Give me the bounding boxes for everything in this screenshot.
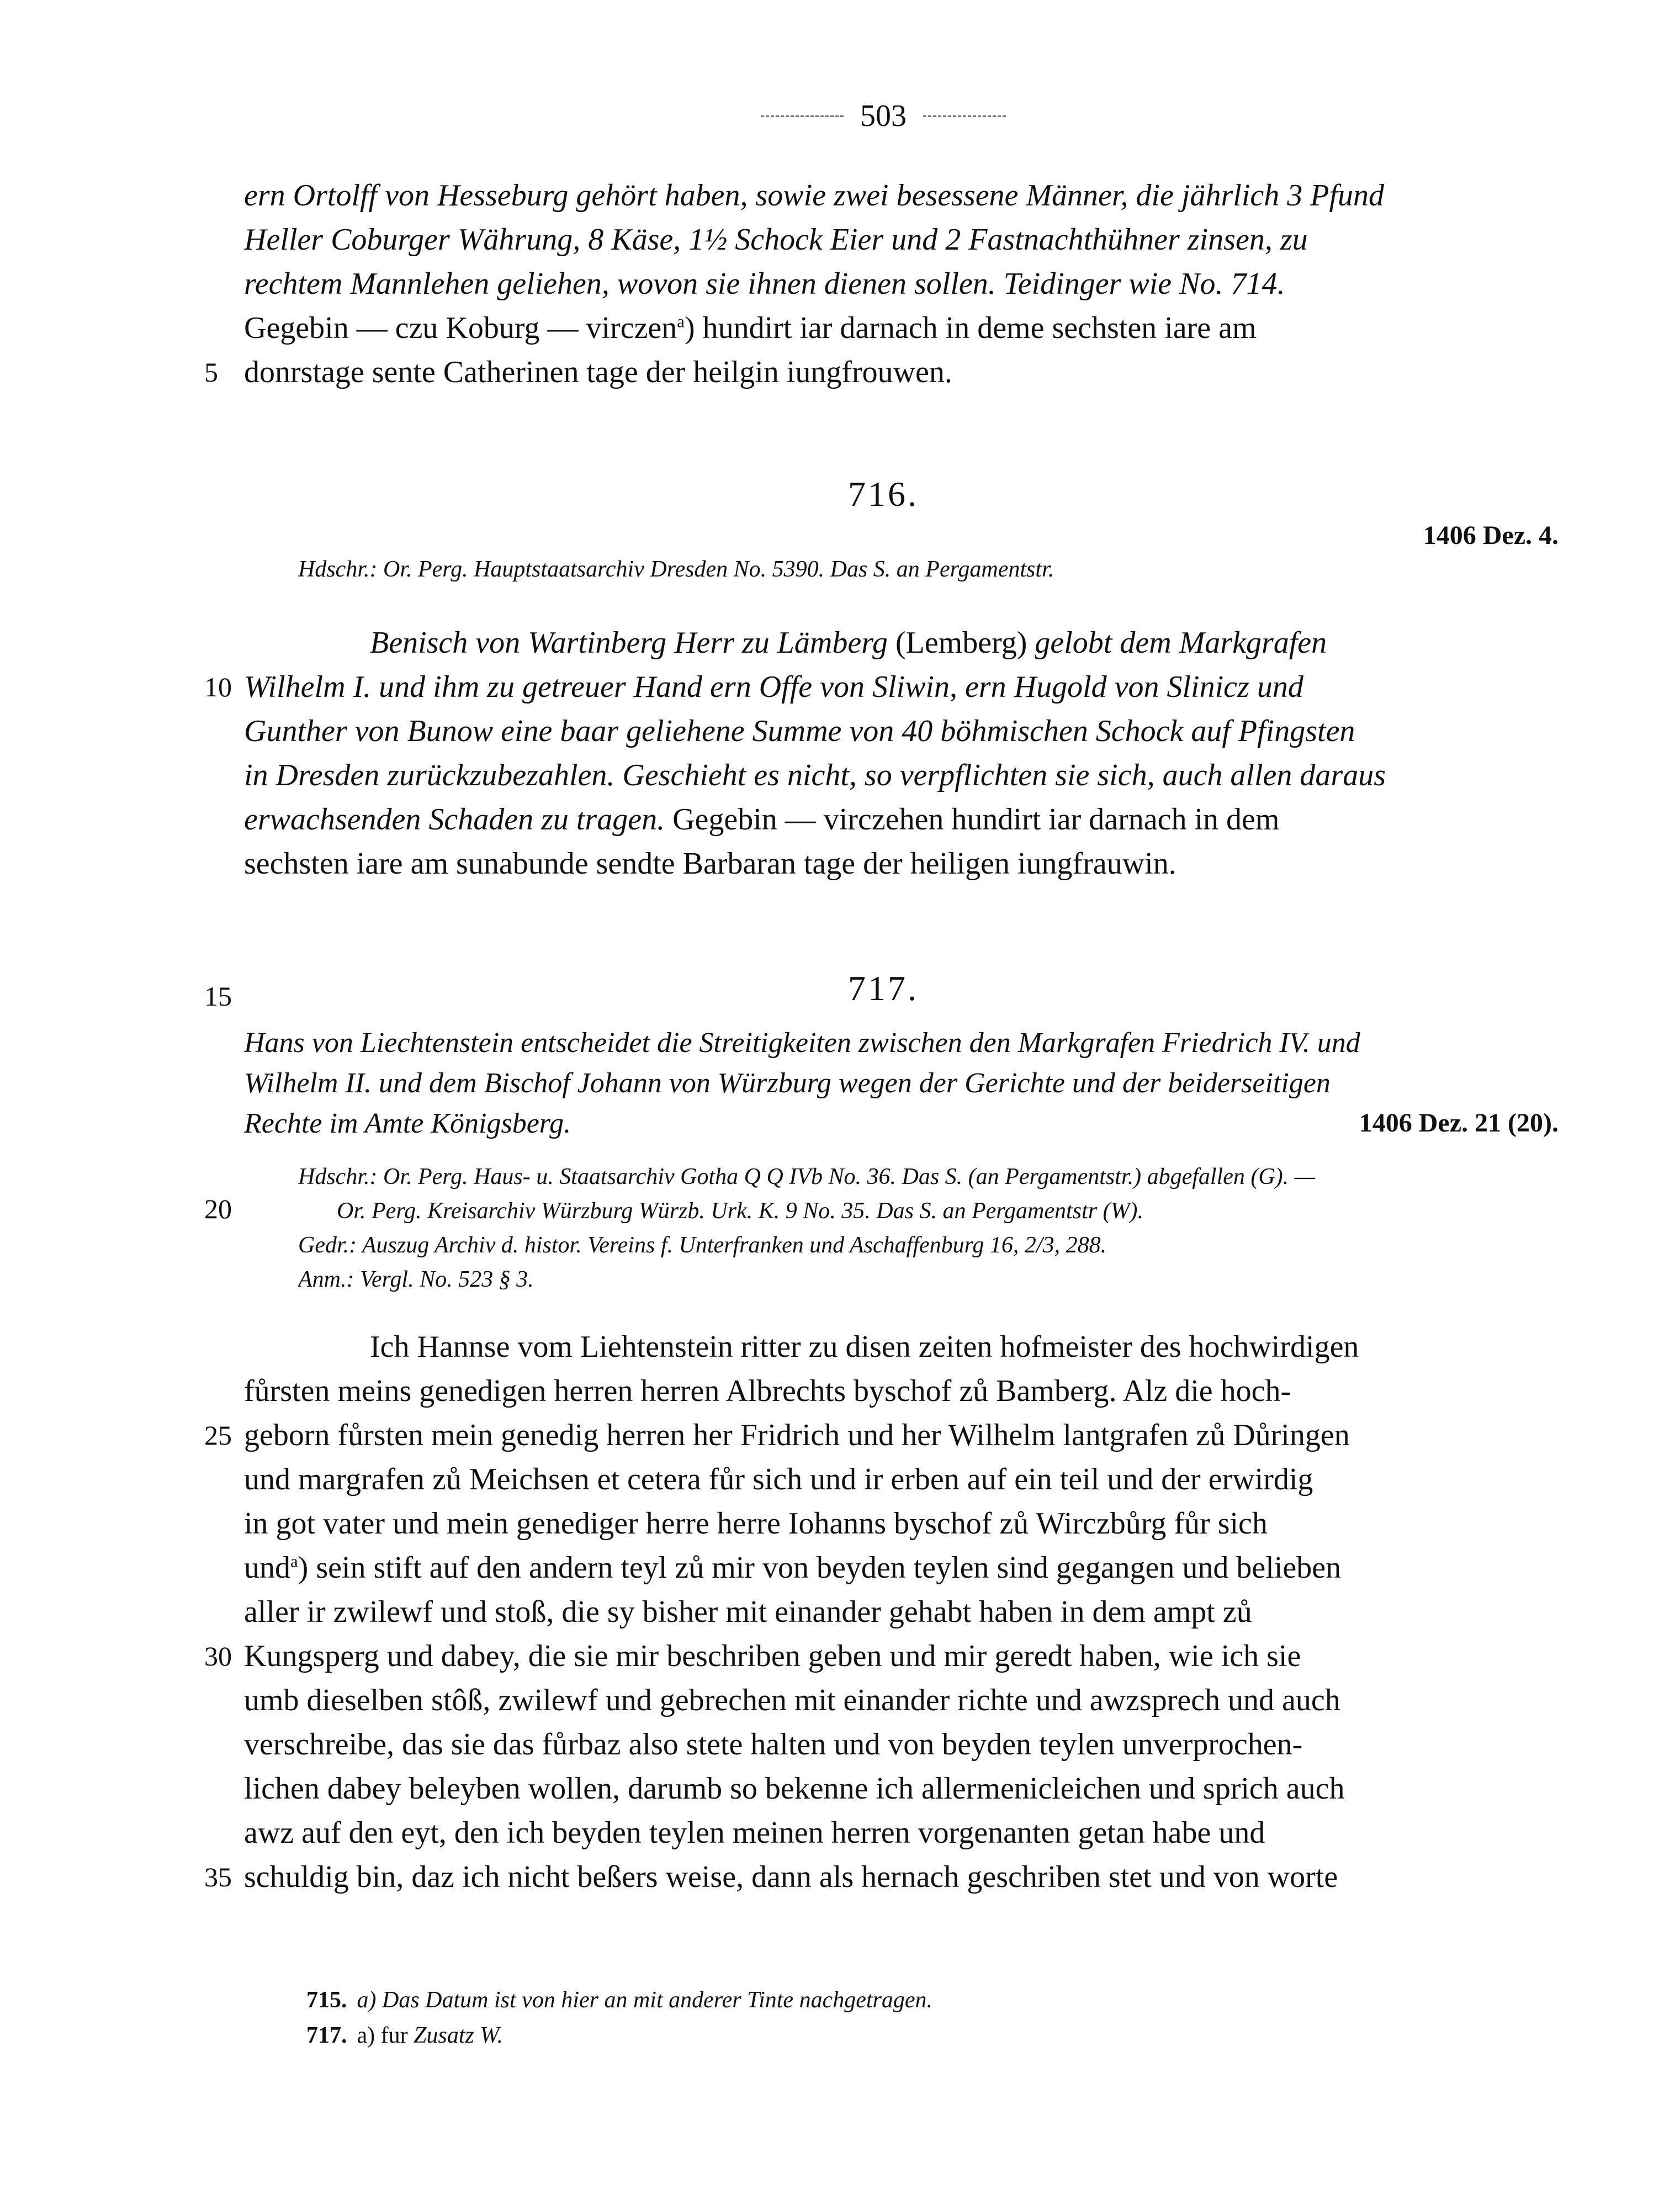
text-line: Kungsperg und dabey, die sie mir beschriben geben und mir geredt haben, wie ich sie [244,1639,1301,1673]
footnote-marker: a [290,1552,298,1571]
text-line: Ich Hannse vom Liehtenstein ritter zu disen zeiten hofmeister des hochwirdigen [370,1330,1359,1364]
source-note: Hdschr.: Or. Perg. Hauptstaatsarchiv Dresden No. 5390. Das S. an Pergamentstr. [298,557,1054,582]
header-rule-left [761,115,844,117]
text-segment: Gegebin — virczehen hundirt iar darnach in dem [665,802,1280,837]
entry-number: 716. [848,474,919,514]
entry-date: 1406 Dez. 21 (20). [1359,1108,1559,1138]
text-segment: und [244,1551,290,1585]
text-line: ern Ortolff von Hesseburg gehört haben, sowie zwei besessene Männer, die jährlich 3 Pfund [244,178,1384,213]
source-note: Hdschr.: Or. Perg. Haus- u. Staatsarchiv Gotha Q Q IVb No. 36. Das S. (an Pergamentstr.) abgefallen (G). — [298,1164,1316,1189]
footnote-number: 717. [306,2023,347,2048]
text-line: in Dresden zurückzubezahlen. Geschieht es nicht, so verpflichten sie sich, auch allen daraus [244,758,1386,792]
text-line [244,795,1558,844]
text-line: umb dieselben stôß, zwilewf und gebrechen mit einander richte und awzsprech und auch [244,1683,1340,1717]
source-note: Anm.: Vergl. No. 523 § 3. [298,1267,534,1292]
text-line: schuldig bin, daz ich nicht beßers weise, dann als hernach geschriben stet und von worte [244,1860,1338,1894]
text-line: geborn fůrsten mein genedig herren her Fridrich und her Wilhelm lantgrafen zů Důringen [244,1418,1350,1452]
line-number: 30 [204,1641,232,1672]
source-note: Gedr.: Auszug Archiv d. histor. Vereins f. Unterfranken und Aschaffenburg 16, 2/3, 288. [298,1233,1107,1258]
text-line [244,304,1558,352]
line-number: 20 [204,1193,232,1224]
text-line: Gunther von Bunow eine baar geliehene Summe von 40 böhmischen Schock auf Pfingsten [244,714,1355,748]
text-segment: gelobt dem Markgrafen [1035,626,1327,660]
line-number: 35 [204,1862,232,1892]
summary-line: Hans von Liechtenstein entscheidet die Streitigkeiten zwischen den Markgrafen Friedrich IV. und [244,1027,1360,1059]
text-line: sechsten iare am sunabunde sendte Barbaran tage der heiligen iungfrauwin. [244,847,1176,881]
text-segment: ) hundirt iar darnach in deme sechsten iare am [684,311,1257,345]
text-segment: Gegebin — czu Koburg — virczen [244,311,677,345]
entry-number: 717. [848,969,919,1008]
footnote-text: a) fur [357,2023,414,2048]
text-line: fůrsten meins genedigen herren herren Albrechts byschof zů Bamberg. Alz die hoch- [244,1374,1291,1408]
text-line: donrstage sente Catherinen tage der heilgin iungfrouwen. [244,355,952,389]
entry-date: 1406 Dez. 4. [1423,521,1559,550]
text-line: lichen dabey beleyben wollen, darumb so bekenne ich allermenicleichen und sprich auch [244,1772,1345,1806]
text-line: awz auf den eyt, den ich beyden teylen meinen herren vorgenanten getan habe und [244,1816,1265,1850]
text-line: verschreibe, das sie das fůrbaz also stete halten und von beyden teylen unverprochen- [244,1727,1303,1762]
text-segment: erwachsenden Schaden zu tragen. [244,802,665,837]
text-line [244,1543,1558,1592]
header-rule-right [923,115,1006,117]
page-header [718,97,1049,135]
summary-line: Rechte im Amte Königsberg. [244,1108,571,1139]
page-number: 503 [860,99,907,133]
footnote [306,1982,1554,2018]
footnote-number: 715. [306,1987,347,2013]
text-line: in got vater und mein genediger herre herre Iohanns byschof zů Wirczbůrg fůr sich [244,1506,1268,1541]
text-line: Heller Coburger Währung, 8 Käse, 1½ Schock Eier und 2 Fastnachthühner zinsen, zu [244,223,1308,257]
text-line [370,618,1558,667]
text-segment: ) sein stift auf den andern teyl zů mir von beyden teylen sind gegangen und belieben [298,1551,1342,1585]
text-segment: Benisch von Wartinberg Herr zu Lämberg [370,626,888,660]
footnote-text: a) Das Datum ist von hier an mit anderer Tinte nachgetragen. [357,1987,933,2013]
text-segment: (Lemberg) [887,626,1035,660]
footnote [306,2018,1554,2053]
footnote-marker: a [677,312,685,331]
footnote-text: Zusatz W. [414,2023,503,2048]
summary-line: Wilhelm II. und dem Bischof Johann von Würzburg wegen der Gerichte und der beiderseitigen [244,1067,1331,1099]
line-number: 15 [204,981,232,1012]
source-note: Or. Perg. Kreisarchiv Würzburg Würzb. Urk. K. 9 No. 35. Das S. an Pergamentstr (W). [337,1198,1143,1224]
text-line: und margrafen zů Meichsen et cetera fůr sich und ir erben auf ein teil und der erwirdig [244,1462,1313,1497]
line-number: 5 [204,357,218,388]
line-number: 10 [204,671,232,702]
text-line: rechtem Mannlehen geliehen, wovon sie ihnen dienen sollen. Teidinger wie No. 714. [244,267,1285,301]
text-line: aller ir zwilewf und stoß, die sy bisher mit einander gehabt haben in dem ampt zů [244,1595,1252,1629]
line-number: 25 [204,1420,232,1451]
text-line: Wilhelm I. und ihm zu getreuer Hand ern Offe von Sliwin, ern Hugold von Slinicz und [244,670,1303,704]
